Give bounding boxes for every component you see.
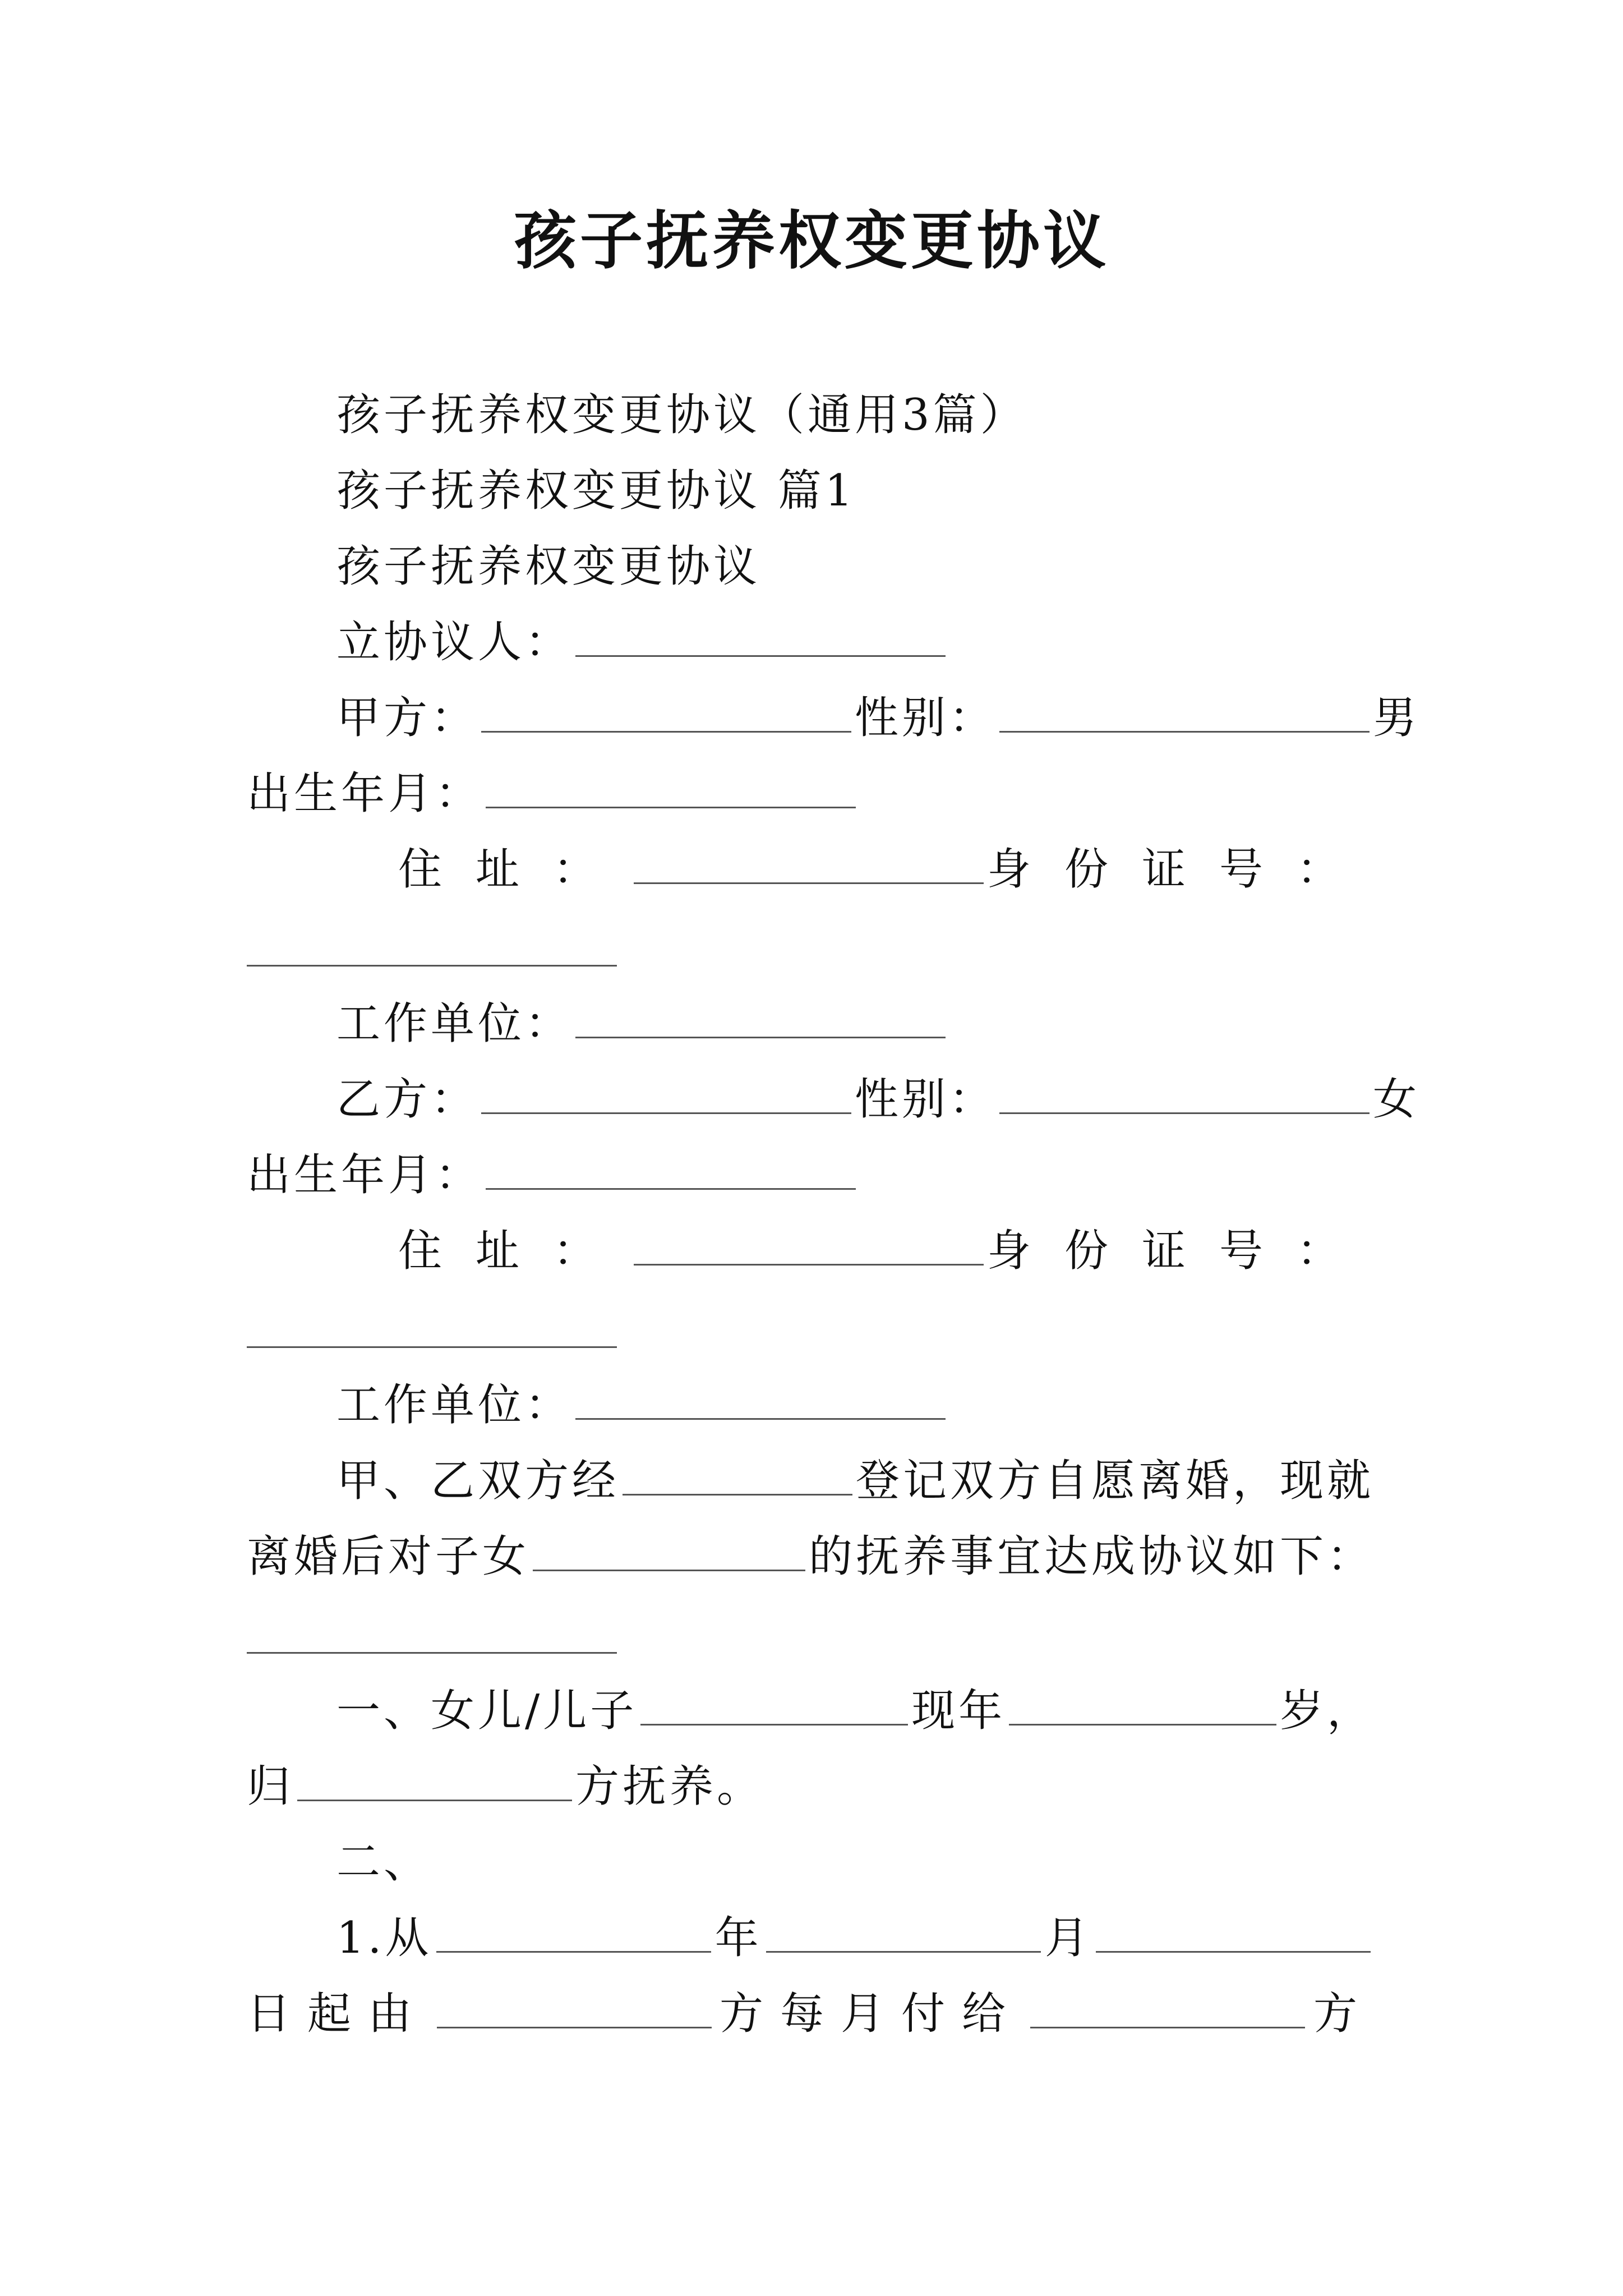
- party-b-work-line: [336, 1377, 949, 1433]
- clause1-age-blank: [1009, 1685, 1276, 1726]
- party-a-birth-label: 出生年月：: [247, 769, 483, 819]
- intro-part3: 离婚后对子女: [247, 1531, 530, 1582]
- party-a-name-blank: [481, 692, 851, 733]
- party-a-work-blank: [575, 997, 946, 1038]
- section-heading: 孩子抚养权变更协议 篇1: [336, 466, 856, 516]
- clause2-payer-blank: [437, 1987, 712, 2028]
- clause1-line-1: [336, 1683, 1374, 1739]
- signatory-label: 立协议人：: [336, 617, 573, 668]
- clause1-custody-blank: [297, 1760, 572, 1801]
- clause2-line-2: [247, 1986, 1374, 2042]
- party-b-address-label: 住址：: [398, 1226, 631, 1276]
- party-b-gender-label: 性别：: [855, 1074, 997, 1125]
- party-b-address-line: [398, 1223, 1374, 1279]
- intro-part1: 甲、乙双方经: [336, 1456, 620, 1506]
- intro-trailing-blank: [247, 1652, 617, 1654]
- signatory-line: [336, 614, 949, 670]
- party-a-work-line: [336, 996, 949, 1052]
- clause2-part3: 月: [1044, 1913, 1092, 1963]
- clause2-part6: 方: [1313, 1989, 1374, 2039]
- subtitle: 孩子抚养权变更协议（通用3篇）: [336, 390, 1027, 440]
- party-b-birth-label: 出生年月：: [247, 1150, 483, 1200]
- agreement-name: 孩子抚养权变更协议: [336, 541, 761, 592]
- clause1-child-blank: [640, 1685, 908, 1726]
- party-b-birth-blank: [486, 1149, 856, 1190]
- clause2-part5: 方每月付给: [719, 1989, 1022, 2039]
- party-b-id-label: 身份证号：: [986, 1226, 1374, 1276]
- party-a-gender-blank: [999, 692, 1370, 733]
- clause2-line-1: [336, 1910, 1374, 1966]
- party-a-label: 甲方：: [336, 693, 478, 743]
- intro-line-2: [247, 1529, 1374, 1585]
- clause1-part3: 岁，: [1279, 1686, 1374, 1736]
- party-b-address-blank: [634, 1225, 984, 1266]
- clause1-line-2: [247, 1759, 764, 1815]
- clause2-payee-blank: [1030, 1987, 1305, 2028]
- clause2-heading: 二、: [336, 1837, 431, 1888]
- party-a-birth-blank: [486, 767, 856, 808]
- clause1-part5: 方抚养。: [575, 1761, 764, 1812]
- party-b-birth-line: [247, 1147, 859, 1203]
- intro-register-blank: [623, 1455, 852, 1496]
- signatory-blank: [575, 616, 946, 657]
- party-a-birth-line: [247, 766, 859, 822]
- party-a-work-label: 工作单位：: [336, 999, 573, 1049]
- party-b-line: [336, 1071, 1420, 1128]
- intro-line-1: [336, 1453, 1374, 1509]
- party-b-gender-blank: [999, 1073, 1370, 1114]
- intro-child-blank: [533, 1530, 805, 1571]
- party-a-address-line: [398, 841, 1374, 898]
- clause2-year-blank: [436, 1912, 711, 1953]
- clause2-day-blank: [1096, 1912, 1371, 1953]
- clause1-part2: 现年: [911, 1686, 1006, 1736]
- party-a-gender-label: 性别：: [855, 693, 997, 743]
- party-a-line: [336, 690, 1420, 746]
- intro-part4: 的抚养事宜达成协议如下：: [808, 1531, 1374, 1582]
- party-b-gender: 女: [1373, 1074, 1421, 1125]
- party-a-address-blank: [634, 843, 984, 884]
- party-b-name-blank: [481, 1073, 851, 1114]
- party-a-gender: 男: [1373, 693, 1421, 743]
- document-title: 孩子抚养权变更协议: [514, 204, 1109, 278]
- party-a-id-blank: [247, 965, 617, 967]
- party-b-work-label: 工作单位：: [336, 1380, 573, 1430]
- clause1-part4: 归: [247, 1761, 294, 1812]
- intro-part2: 登记双方自愿离婚，现就: [855, 1456, 1374, 1506]
- clause1-part1: 一、女儿/儿子: [336, 1686, 638, 1736]
- party-b-id-blank: [247, 1346, 617, 1348]
- clause2-part1: 1.从: [336, 1913, 432, 1963]
- party-a-address-label: 住址：: [398, 844, 631, 895]
- party-b-work-blank: [575, 1379, 946, 1420]
- party-b-label: 乙方：: [336, 1074, 478, 1125]
- party-a-id-label: 身份证号：: [986, 844, 1374, 895]
- clause2-part2: 年: [714, 1913, 762, 1963]
- clause2-part4: 日起由: [247, 1989, 429, 2039]
- clause2-month-blank: [766, 1912, 1041, 1953]
